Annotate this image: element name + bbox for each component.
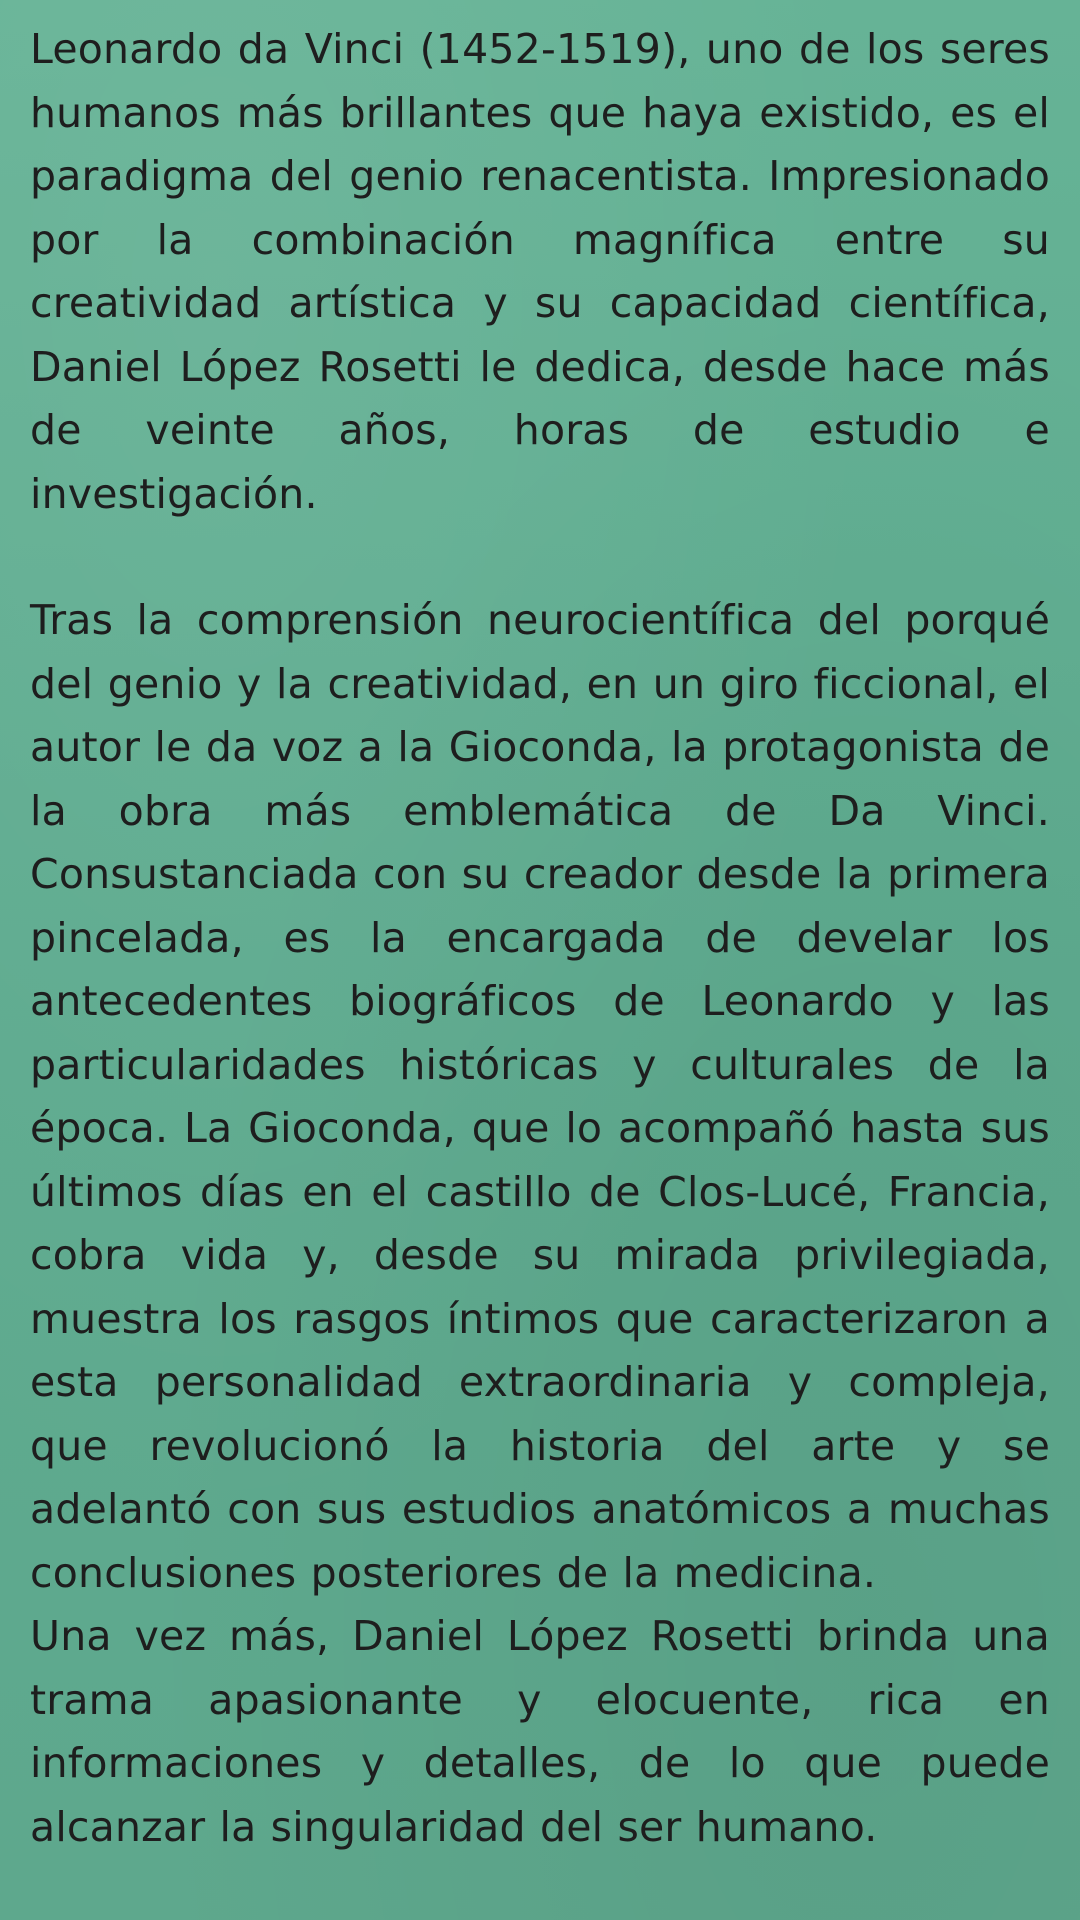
- paragraph-spacer: [30, 526, 1050, 589]
- paragraph-synopsis: Tras la comprensión neurocientífica del porqué del genio y la creatividad, en un giro ficcional, el autor le da voz a la Gioconda, la protagonista de la obra más emblemática de Da Vinci. Consustanciada con su creador desde la primera pincelada, es la encargada de develar los antecedentes biográficos de Leonardo y las particularidades históricas y culturales de la época. La Gioconda, que lo acompañó hasta sus últimos días en el castillo de Clos-Lucé, Francia, cobra vida y, desde su mirada privilegiada, muestra los rasgos íntimos que caracterizaron a esta personalidad extraordinaria y compleja, que revolucionó la historia del arte y se adelantó con sus estudios anatómicos a muchas conclusiones posteriores de la medicina.: [30, 596, 1050, 1597]
- paragraph-closing: Una vez más, Daniel López Rosetti brinda una trama apasionante y elocuente, rica en informaciones y detalles, de lo que puede alcanzar la singularidad del ser humano.: [30, 1612, 1050, 1851]
- paragraph-intro: Leonardo da Vinci (1452-1519), uno de los seres humanos más brillantes que haya existido, es el paradigma del genio renacentista. Impresionado por la combinación magnífica entre su creatividad artística y su capacidad científica, Daniel López Rosetti le dedica, desde hace más de veinte años, horas de estudio e investigación.: [30, 25, 1050, 518]
